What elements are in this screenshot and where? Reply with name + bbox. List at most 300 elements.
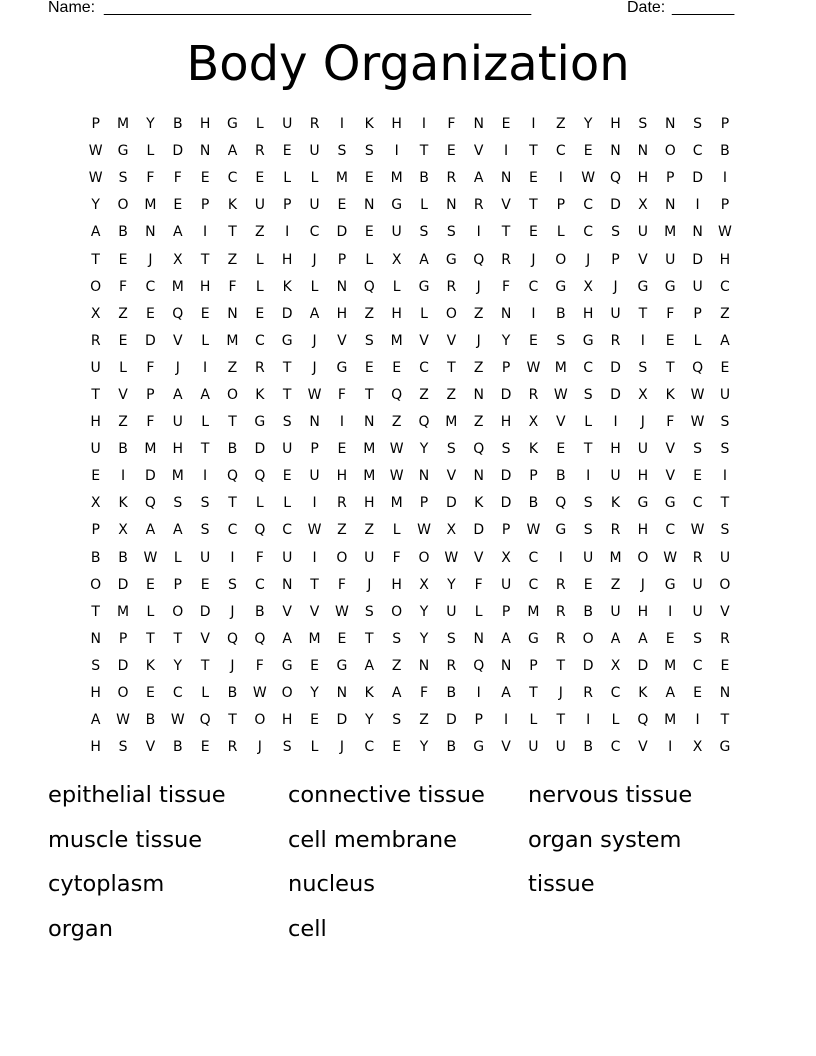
grid-letter: D <box>117 657 129 674</box>
grid-letter: T <box>310 576 319 593</box>
grid-letter: A <box>90 712 101 729</box>
grid-letter: I <box>339 414 344 431</box>
grid-letter: L <box>201 332 210 349</box>
grid-letter: O <box>117 197 129 214</box>
grid-letter: H <box>391 305 402 322</box>
grid-letter: U <box>199 549 211 566</box>
grid-letter: T <box>529 197 538 214</box>
grid-letter: E <box>337 197 347 214</box>
grid-letter: T <box>200 251 210 268</box>
grid-letter: S <box>364 603 374 620</box>
grid-letter: M <box>116 116 130 133</box>
grid-letter: C <box>692 143 703 160</box>
grid-letter: B <box>555 305 566 322</box>
grid-letter: E <box>145 305 155 322</box>
grid-letter: E <box>392 739 402 756</box>
grid-letter: V <box>200 630 210 647</box>
grid-letter: Y <box>310 685 319 702</box>
grid-letter: F <box>666 305 675 322</box>
grid-letter: H <box>199 116 211 133</box>
grid-letter: P <box>611 251 620 268</box>
grid-row <box>82 436 739 463</box>
word-bank-item: nervous tissue <box>528 782 693 808</box>
grid-letter: X <box>610 657 621 674</box>
grid-letter: H <box>637 170 649 187</box>
grid-letter: A <box>665 685 676 702</box>
grid-letter: T <box>200 441 210 458</box>
grid-letter: H <box>582 305 594 322</box>
grid-letter: O <box>391 603 403 620</box>
grid-letter: T <box>447 359 456 376</box>
grid-letter: U <box>309 197 320 214</box>
grid-letter: X <box>583 278 593 295</box>
grid-letter: W <box>307 386 322 403</box>
grid-letter: X <box>692 739 703 756</box>
grid-letter: F <box>146 359 155 376</box>
grid-letter: O <box>90 576 102 593</box>
grid-letter: O <box>555 251 567 268</box>
grid-letter: L <box>556 224 565 241</box>
grid-letter: D <box>500 468 512 485</box>
grid-letter: U <box>254 197 265 214</box>
grid-letter: E <box>529 332 538 349</box>
grid-letter: S <box>611 224 620 241</box>
grid-letter: X <box>118 522 128 539</box>
grid-letter: I <box>312 549 317 566</box>
grid-letter: G <box>391 197 403 214</box>
grid-letter: J <box>586 251 591 268</box>
grid-letter: M <box>390 495 403 512</box>
grid-letter: E <box>665 630 675 647</box>
grid-letter: C <box>254 576 265 593</box>
grid-letter: E <box>145 576 155 593</box>
grid-letter: D <box>473 522 485 539</box>
grid-letter: S <box>392 712 402 729</box>
grid-letter: L <box>365 251 374 268</box>
grid-letter: B <box>227 441 238 458</box>
grid-letter: C <box>665 522 676 539</box>
grid-letter: O <box>90 278 102 295</box>
grid-letter: X <box>419 576 429 593</box>
grid-letter: R <box>583 685 594 702</box>
header <box>48 0 748 20</box>
grid-letter: V <box>665 468 676 485</box>
grid-letter: F <box>419 685 429 702</box>
grid-letter: K <box>145 657 155 674</box>
grid-letter: E <box>200 739 210 756</box>
grid-letter: E <box>200 576 210 593</box>
grid-letter: D <box>199 603 211 620</box>
grid-letter: A <box>282 630 292 647</box>
grid-letter: I <box>558 549 563 566</box>
grid-letter: D <box>145 468 156 485</box>
grid-letter: I <box>722 468 728 485</box>
grid-letter: O <box>117 685 129 702</box>
grid-letter: P <box>91 116 100 133</box>
grid-letter: N <box>719 685 731 702</box>
grid-letter: P <box>91 522 100 539</box>
grid-letter: T <box>91 386 100 403</box>
grid-letter: S <box>419 224 429 241</box>
grid-letter: Y <box>419 603 429 620</box>
grid-letter: N <box>500 657 512 674</box>
grid-letter: O <box>226 386 238 403</box>
grid-letter: R <box>446 657 457 674</box>
grid-letter: H <box>719 251 731 268</box>
grid-letter: T <box>228 495 237 512</box>
grid-letter: A <box>90 224 101 241</box>
grid-letter: H <box>281 251 293 268</box>
grid-letter: P <box>173 576 182 593</box>
grid-letter: Y <box>501 332 511 349</box>
grid-letter: T <box>91 603 100 620</box>
grid-letter: M <box>171 278 184 295</box>
grid-letter: M <box>363 441 376 458</box>
grid-letter: L <box>529 712 538 729</box>
grid-letter: Z <box>391 657 402 674</box>
grid-letter: B <box>145 712 156 729</box>
grid-letter: O <box>719 576 731 593</box>
word-bank-item: cell <box>288 915 327 942</box>
grid-letter: R <box>446 278 457 295</box>
grid-letter: I <box>640 332 645 349</box>
grid-letter: C <box>528 278 539 295</box>
grid-row <box>82 328 739 355</box>
grid-letter: C <box>309 224 320 241</box>
grid-letter: I <box>722 170 728 187</box>
grid-letter: P <box>529 657 538 674</box>
grid-letter: N <box>664 116 676 133</box>
word-bank-item: cytoplasm <box>48 871 165 897</box>
grid-letter: Q <box>144 495 156 512</box>
grid-letter: C <box>528 549 539 566</box>
grid-letter: E <box>310 712 319 729</box>
grid-letter: D <box>582 657 594 674</box>
grid-letter: L <box>255 251 264 268</box>
word-bank-item: cell membrane <box>288 826 457 853</box>
grid-letter: A <box>720 332 730 349</box>
grid-letter: U <box>719 549 731 566</box>
grid-letter: D <box>172 143 184 160</box>
grid-letter: E <box>501 116 511 133</box>
grid-letter: M <box>171 468 184 485</box>
grid-letter: C <box>720 278 730 295</box>
grid-letter: J <box>367 576 372 593</box>
grid-letter: U <box>391 224 402 241</box>
grid-letter: N <box>336 685 348 702</box>
grid-letter: E <box>282 468 292 485</box>
grid-letter: M <box>390 170 403 187</box>
grid-letter: Q <box>391 386 403 403</box>
grid-letter: E <box>665 332 675 349</box>
grid-letter: M <box>664 712 677 729</box>
grid-letter: D <box>610 197 621 214</box>
grid-letter: Y <box>419 441 429 458</box>
grid-letter: E <box>720 657 730 674</box>
grid-letter: J <box>558 685 563 702</box>
grid-letter: E <box>556 441 566 458</box>
grid-letter: D <box>692 170 703 187</box>
grid-letter: L <box>146 143 155 160</box>
grid-letter: A <box>364 657 375 674</box>
grid-letter: Q <box>418 414 430 431</box>
grid-letter: R <box>555 603 566 620</box>
grid-letter: G <box>582 332 594 349</box>
grid-letter: W <box>389 441 404 458</box>
grid-letter: Y <box>91 197 100 214</box>
grid-letter: R <box>555 630 566 647</box>
grid-letter: K <box>118 495 128 512</box>
date-label: Date: <box>627 0 666 16</box>
grid-letter: H <box>364 495 375 512</box>
date-blank-line: _______ <box>672 0 735 16</box>
grid-letter: J <box>339 739 344 756</box>
grid-letter: M <box>226 332 239 349</box>
grid-letter: M <box>144 197 157 214</box>
grid-letter: V <box>473 143 484 160</box>
grid-letter: Z <box>419 386 429 403</box>
grid-letter: G <box>254 414 266 431</box>
grid-letter: V <box>419 332 429 349</box>
grid-letter: C <box>419 359 429 376</box>
grid-letter: C <box>282 522 293 539</box>
grid-letter: F <box>337 386 346 403</box>
grid-letter: J <box>640 576 645 593</box>
grid-letter: W <box>690 522 705 539</box>
grid-letter: F <box>474 576 483 593</box>
grid-row <box>82 111 739 138</box>
grid-letter: A <box>172 522 183 539</box>
grid-row <box>82 301 739 328</box>
grid-letter: U <box>583 549 594 566</box>
grid-letter: S <box>720 414 730 431</box>
word-bank <box>48 777 768 955</box>
grid-letter: I <box>531 116 536 133</box>
name-label: Name: <box>48 0 96 16</box>
grid-letter: S <box>228 576 237 593</box>
grid-letter: U <box>172 414 183 431</box>
grid-letter: E <box>583 576 593 593</box>
grid-letter: G <box>555 278 567 295</box>
grid-letter: Y <box>364 712 374 729</box>
grid-letter: K <box>227 197 238 214</box>
grid-letter: Q <box>555 495 567 512</box>
grid-letter: T <box>146 630 155 647</box>
grid-letter: L <box>310 278 319 295</box>
grid-letter: E <box>200 170 210 187</box>
grid-letter: Q <box>363 278 375 295</box>
grid-letter: P <box>419 495 429 512</box>
grid-letter: A <box>200 386 210 403</box>
grid-letter: X <box>528 414 539 431</box>
grid-letter: X <box>172 251 183 268</box>
grid-letter: M <box>144 441 157 458</box>
grid-letter: A <box>638 630 648 647</box>
grid-letter: C <box>555 143 566 160</box>
grid-letter: L <box>146 603 155 620</box>
grid-letter: S <box>118 739 128 756</box>
grid-letter: T <box>501 224 511 241</box>
grid-letter: Q <box>254 630 266 647</box>
grid-letter: P <box>501 522 511 539</box>
grid-letter: W <box>252 685 267 702</box>
grid-letter: Q <box>172 305 184 322</box>
grid-letter: Q <box>692 359 704 376</box>
grid-letter: Z <box>227 251 238 268</box>
grid-letter: X <box>638 386 648 403</box>
grid-row <box>82 219 739 246</box>
grid-letter: B <box>528 495 539 512</box>
grid-letter: W <box>663 549 678 566</box>
grid-letter: H <box>199 278 211 295</box>
grid-letter: R <box>90 332 101 349</box>
grid-letter: U <box>446 603 457 620</box>
grid-letter: V <box>638 739 648 756</box>
grid-letter: H <box>281 712 293 729</box>
grid-letter: G <box>336 657 348 674</box>
grid-letter: I <box>394 143 399 160</box>
grid-letter: Z <box>473 359 484 376</box>
grid-letter: A <box>172 224 183 241</box>
grid-row <box>82 490 739 517</box>
grid-letter: Y <box>447 576 456 593</box>
grid-letter: P <box>666 170 675 187</box>
grid-letter: U <box>364 549 375 566</box>
grid-row <box>82 246 739 273</box>
grid-letter: C <box>610 685 621 702</box>
word-bank-item: organ system <box>528 826 682 853</box>
grid-letter: M <box>390 332 403 349</box>
grid-letter: D <box>500 386 512 403</box>
grid-letter: Q <box>226 468 238 485</box>
grid-letter: K <box>665 386 675 403</box>
grid-letter: C <box>172 685 183 702</box>
grid-letter: E <box>255 305 265 322</box>
grid-letter: U <box>719 386 731 403</box>
grid-letter: U <box>610 468 621 485</box>
grid-letter: T <box>364 630 374 647</box>
grid-letter: S <box>720 441 730 458</box>
grid-letter: Z <box>227 359 238 376</box>
word-bank-item: nucleus <box>288 871 375 897</box>
grid-letter: V <box>556 414 566 431</box>
grid-letter: P <box>118 630 128 647</box>
grid-letter: Z <box>118 414 128 431</box>
grid-letter: S <box>583 386 593 403</box>
grid-letter: P <box>200 197 210 214</box>
grid-row <box>82 165 739 192</box>
grid-letter: Z <box>419 712 429 729</box>
grid-letter: Z <box>364 305 375 322</box>
grid-letter: O <box>445 305 457 322</box>
grid-letter: E <box>255 170 265 187</box>
grid-letter: D <box>336 712 348 729</box>
grid-letter: T <box>720 495 730 512</box>
grid-letter: J <box>175 359 180 376</box>
grid-letter: V <box>282 603 292 620</box>
grid-letter: Y <box>146 116 155 133</box>
grid-letter: F <box>502 278 511 295</box>
grid-letter: G <box>664 495 676 512</box>
grid-letter: E <box>529 224 538 241</box>
grid-letter: E <box>310 657 319 674</box>
grid-letter: A <box>309 305 320 322</box>
grid-letter: R <box>309 116 320 133</box>
grid-letter: U <box>500 576 512 593</box>
grid-letter: Y <box>583 116 593 133</box>
grid-row <box>82 138 739 165</box>
grid-letter: F <box>119 278 128 295</box>
grid-letter: N <box>281 576 293 593</box>
grid-letter: G <box>281 332 293 349</box>
grid-letter: P <box>501 603 511 620</box>
grid-letter: W <box>307 522 322 539</box>
grid-letter: I <box>668 603 673 620</box>
grid-letter: Z <box>610 576 621 593</box>
grid-letter: S <box>446 441 456 458</box>
grid-letter: R <box>473 197 484 214</box>
grid-letter: U <box>692 576 703 593</box>
grid-letter: G <box>336 359 348 376</box>
grid-letter: B <box>227 685 238 702</box>
grid-letter: B <box>583 739 593 756</box>
grid-letter: B <box>583 603 593 620</box>
grid-letter: H <box>610 441 621 458</box>
grid-letter: J <box>640 414 645 431</box>
grid-letter: W <box>170 712 185 729</box>
grid-letter: H <box>90 739 101 756</box>
grid-letter: V <box>638 251 648 268</box>
grid-letter: H <box>391 576 402 593</box>
grid-letter: X <box>446 522 457 539</box>
grid-letter: H <box>610 116 621 133</box>
page-title: Body Organization <box>186 36 630 92</box>
grid-letter: S <box>638 359 648 376</box>
grid-letter: Q <box>473 251 485 268</box>
grid-letter: G <box>637 495 649 512</box>
grid-letter: L <box>201 414 210 431</box>
grid-letter: A <box>145 522 156 539</box>
grid-letter: Q <box>226 630 238 647</box>
grid-letter: C <box>364 739 375 756</box>
grid-letter: M <box>335 170 348 187</box>
grid-letter: V <box>665 441 676 458</box>
grid-letter: N <box>473 468 484 485</box>
grid-letter: V <box>309 603 320 620</box>
grid-letter: H <box>391 116 402 133</box>
grid-letter: K <box>638 685 648 702</box>
grid-letter: U <box>610 305 621 322</box>
grid-letter: M <box>664 657 677 674</box>
grid-letter: P <box>337 251 347 268</box>
grid-letter: J <box>230 603 235 620</box>
name-blank-line: ________________________________________________ <box>104 0 532 16</box>
grid-letter: S <box>583 495 593 512</box>
grid-letter: G <box>418 278 430 295</box>
grid-letter: Q <box>473 657 485 674</box>
grid-letter: O <box>637 549 649 566</box>
grid-letter: C <box>583 224 594 241</box>
grid-letter: A <box>473 170 484 187</box>
grid-letter: F <box>337 576 346 593</box>
grid-letter: O <box>281 685 293 702</box>
grid-letter: F <box>392 549 401 566</box>
grid-letter: R <box>446 170 457 187</box>
grid-letter: W <box>444 549 459 566</box>
grid-letter: F <box>173 170 182 187</box>
grid-letter: Q <box>637 712 649 729</box>
grid-letter: J <box>148 251 153 268</box>
